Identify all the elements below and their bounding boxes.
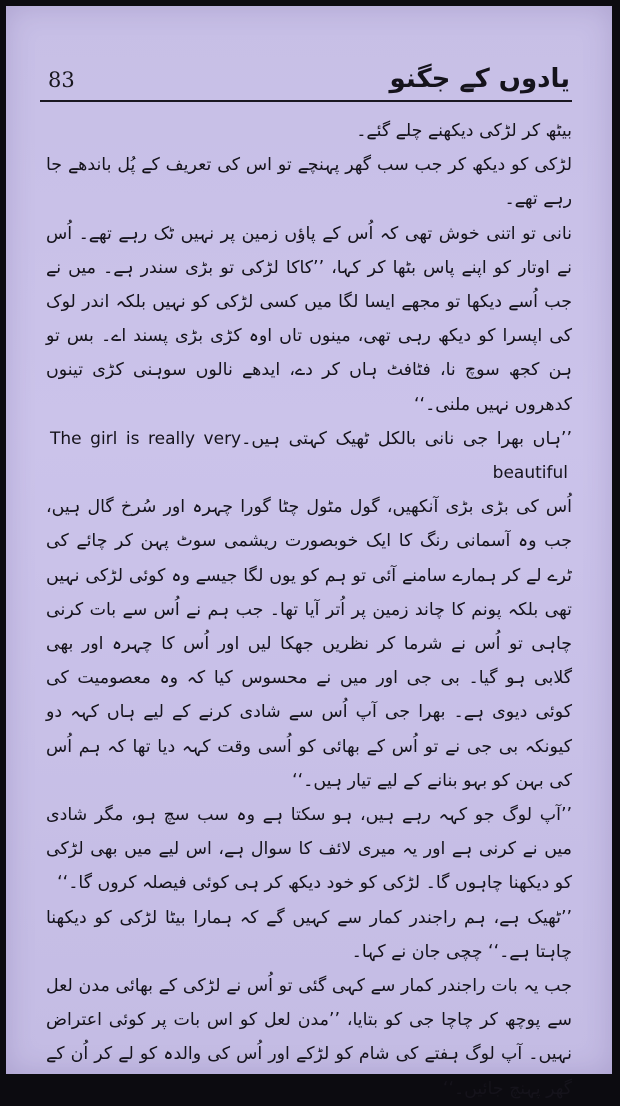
page-number: 83 <box>48 68 75 92</box>
paragraph-mixed <box>46 422 572 490</box>
quote-english: The girl is really very beautiful <box>50 428 568 484</box>
header-rule <box>40 100 572 102</box>
paragraph: نانی تو اتنی خوش تھی کہ اُس کے پاؤں زمین پر نہیں ٹک رہے تھے۔ اُس نے اوتار کو اپنے پاس بٹھا کر کہا، ’’کاکا لڑکی تو بڑی سندر ہے۔ میں نے جب اُسے دیکھا تو مجھے ایسا لگا میں کسی لڑکی کو نہیں بلکہ اندر لوک کی اپسرا کو دیکھ رہی تھی، مینوں تاں اوہ کڑی بڑی پسند اے۔ بس تو ہن کجھ سوچ نا، فٹافٹ ہاں کر دے، ایدھے نالوں سوہنی کڑی تینوں کدھروں نہیں ملنی۔‘‘ <box>46 223 572 415</box>
book-page <box>6 6 612 1099</box>
paragraph: لڑکی کو دیکھ کر جب سب گھر پہنچے تو اس کی تعریف کے پُل باندھے جا رہے تھے۔ <box>46 155 572 210</box>
page-body <box>46 114 572 1106</box>
book-title: یادوں کے جگنو <box>389 64 570 94</box>
paragraph: جب یہ بات راجندر کمار سے کہی گئی تو اُس نے لڑکی کے بھائی مدن لعل سے پوچھ کر چاچا جی کو بتایا، ’’مدن لعل کو اس بات پر کوئی اعتراض نہیں۔ آپ لوگ ہفتے کی شام کو لڑکے اور اُس کی والدہ کو لے کر اُن کے گھر پہنچ جائیں۔‘‘ <box>46 976 572 1099</box>
quote-urdu: ’’ہاں بھرا جی نانی بالکل ٹھیک کہتی ہیں۔ <box>241 428 572 449</box>
page-header <box>40 62 572 102</box>
paragraph: بیٹھ کر لڑکی دیکھنے چلے گئے۔ <box>356 121 572 141</box>
paragraph: اُس کی بڑی بڑی آنکھیں، گول مٹول چٹا گورا چہرہ اور سُرخ گال ہیں، جب وہ آسمانی رنگ کا ایک خوبصورت ریشمی سوٹ پہن کر چائے کی ٹرے لے کر ہمارے سامنے آئی تو ہم کو یوں لگا جیسے وہ کوئی لڑکی نہیں تھی بلکہ پونم کا چاند زمین پر اُتر آیا تھا۔ جب ہم نے اُس سے بات کرنی چاہی تو اُس نے شرما کر نظریں جھکا لیں اور اُس کا چہرہ اور بھی گلابی ہو گیا۔ بی جی اور میں نے محسوس کیا کہ وہ معصومیت کی کوئی دیوی ہے۔ بھرا جی آپ اُس سے شادی کرنے کے لیے ہاں کہہ دو کیونکہ بی جی نے تو اُس کے بھائی کو اُسی وقت کہہ دیا تھا کہ ہم اُس کی بہن کو بہو بنانے کے لیے تیار ہیں۔‘‘ <box>46 497 572 791</box>
paragraph: ’’ٹھیک ہے، ہم راجندر کمار سے کہیں گے کہ ہمارا بیٹا لڑکی کو دیکھنا چاہتا ہے۔‘‘ چچی جان نے کہا۔ <box>46 907 572 962</box>
paragraph: ’’آپ لوگ جو کہہ رہے ہیں، ہو سکتا ہے وہ سب سچ ہو، مگر شادی میں نے کرنی ہے اور یہ میری لائف کا سوال ہے، اس لیے میں بھی لڑکی کو دیکھنا چاہوں گا۔ لڑکی کو خود دیکھ کر ہی کوئی فیصلہ کروں گا۔‘‘ <box>46 805 572 894</box>
